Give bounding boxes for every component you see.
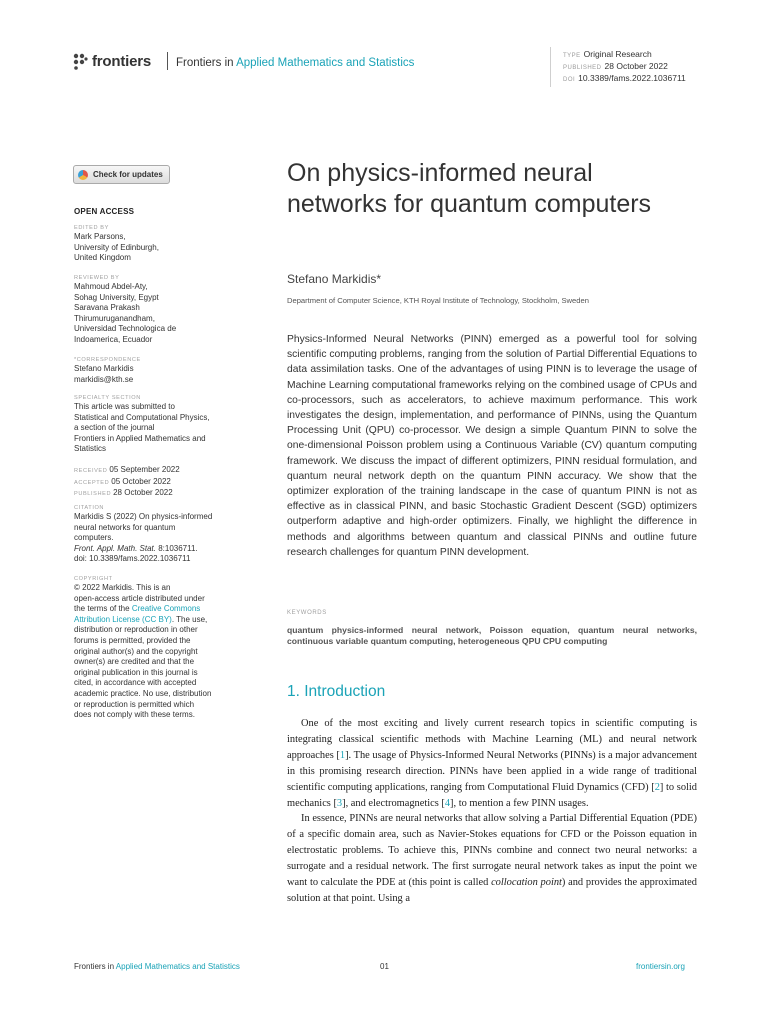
citation: CITATION Markidis S (2022) On physics-informed neural networks for quantum computers. Front. Appl. Math. Stat. 8:1036711. doi: 10.3389/fams.2022.1036711	[74, 504, 244, 565]
ref-link[interactable]: 3	[336, 797, 343, 809]
author-affiliation: Department of Computer Science, KTH Royal Institute of Technology, Stockholm, Sweden	[287, 296, 589, 305]
article-title: On physics-informed neural networks for quantum computers	[287, 159, 652, 218]
header-separator	[167, 52, 168, 70]
meta-divider	[550, 47, 551, 87]
section-heading: 1. Introduction	[287, 683, 386, 700]
abstract: Physics-Informed Neural Networks (PINN) emerged as a powerful tool for solving scientific computing problems, ranging from the solution of Partial Differential Equations to data assimilation tasks. One of the advantages of using PINN is to leverage the usage of Machine Learning computational frameworks relying on the combined usage of CPUs and co-processors, such as accelerators, to achieve maximum performance. This work investigates the design, implementation, and performance of PINNs, using the Quantum Processing Unit (QPU) co-processor. We design a simple Quantum PINN to solve the one-dimensional Poisson problem using a Continuous Variable (CV) quantum computing framework. We discuss the impact of different optimizers, PINN residual formulation, and quantum neural network depth on the quantum PINN accuracy. We show that the optimizer exploration of the training landscape in the case of quantum PINN is not as effective as in classical PINN, and basic Stochastic Gradient Descent (SGD) optimizers outperform adaptive and high-order optimizers. Finally, we highlight the difference in methods and algorithms between quantum and classical PINNs and outline future research challenges for quantum PINN development.	[287, 334, 697, 558]
article-type: TYPE Original Research	[563, 49, 652, 59]
cc-link[interactable]: Creative Commons	[131, 604, 201, 614]
correspondence: *CORRESPONDENCE Stefano Markidis markidis@kth.se	[74, 356, 244, 385]
cc-by-link[interactable]: Attribution License (CC BY)	[74, 614, 172, 624]
footer-site-link[interactable]: frontiersin.org	[636, 962, 685, 971]
paragraph: One of the most exciting and lively current research topics in scientific computing is integrating classical scientific methods with Machine Learning (ML) and neural network approaches [1]. The usage of Physics-Informed Neural Networks (PINNs) is a major advancement in this promising research direction. PINNs have been applied in a wide range of traditional scientific computing applications, ranging from Computational Fluid Dynamics (CFD) [2] to solid mechanics [3], and electromagnetics [4], to mention a few PINN usages.	[287, 718, 697, 809]
journal-prefix: Frontiers in	[176, 57, 234, 69]
specialty-section: SPECIALTY SECTION This article was submitted to Statistical and Computational Physics, a section of the journal Frontiers in Applied Mathematics and Statistics	[74, 395, 210, 454]
published-date: PUBLISHED 28 October 2022	[563, 61, 668, 71]
ref-link[interactable]: 4	[444, 797, 451, 809]
reviewed-by: REVIEWED BY Mahmoud Abdel-Aty, Sohag University, Egypt Saravana Prakash Thirumuruganandham, Universidad Technologica de Indoamerica, Ecuador	[74, 275, 177, 344]
published-date-side: PUBLISHED 28 October 2022	[74, 488, 173, 498]
dates	[74, 465, 244, 500]
check-for-updates-button[interactable]: Check for updates	[73, 165, 170, 184]
ref-link[interactable]: 2	[654, 781, 660, 793]
edited-by: EDITED BY Mark Parsons, University of Edinburgh, United Kingdom	[74, 225, 159, 263]
footer-journal[interactable]: Frontiers in Applied Mathematics and Statistics	[74, 962, 240, 971]
keywords-label: KEYWORDS	[287, 610, 327, 616]
logo-text: frontiers	[92, 53, 152, 70]
ref-link[interactable]: 1	[339, 749, 346, 761]
crossmark-icon	[78, 170, 88, 180]
doi[interactable]: DOI 10.3389/fams.2022.1036711	[563, 73, 686, 83]
correspondence-email[interactable]: markidis@kth.se	[74, 374, 134, 384]
copyright: COPYRIGHT © 2022 Markidis. This is an open-access article distributed under the terms of the Creative Commons Attribution License (CC BY). The use, distribution or reproduction in other forums is permitted, provided the original author(s) and the copyright owner(s) are credited and that the original publication in this journal is cited, in accordance with accepted academic practice. No use, distribution or reproduction is permitted which does not comply with these terms.	[74, 576, 212, 720]
open-access-label: OPEN ACCESS	[74, 207, 135, 216]
citation-doi[interactable]: doi: 10.3389/fams.2022.1036711	[74, 554, 191, 564]
keywords: quantum physics-informed neural network, Poisson equation, quantum neural networks, continuous variable quantum computing, heterogeneous QPU CPU computing	[287, 625, 697, 646]
paragraph: In essence, PINNs are neural networks that allow solving a Partial Differential Equation (PDE) of a specific domain area, such as Navier-Stokes equations for CFD or the Poisson equation in electrostatic problems. To achieve this, PINNs combine and connect two neural networks: a surrogate and a residual network. The first surrogate neural network takes as input the point we want to calculate the PDE at (this point is called collocation point) and provides the approximated solution at that point. Using a	[287, 813, 697, 904]
received-date: RECEIVED 05 September 2022	[74, 465, 180, 474]
introduction-body	[287, 716, 697, 907]
author-name[interactable]: Stefano Markidis*	[287, 272, 382, 286]
frontiers-logo-icon	[72, 53, 88, 70]
accepted-date: ACCEPTED 05 October 2022	[74, 476, 171, 486]
journal-name: Applied Mathematics and Statistics	[236, 57, 415, 69]
journal-title[interactable]	[176, 57, 414, 69]
page-number: 01	[380, 962, 389, 971]
frontiers-logo[interactable]	[72, 53, 151, 70]
